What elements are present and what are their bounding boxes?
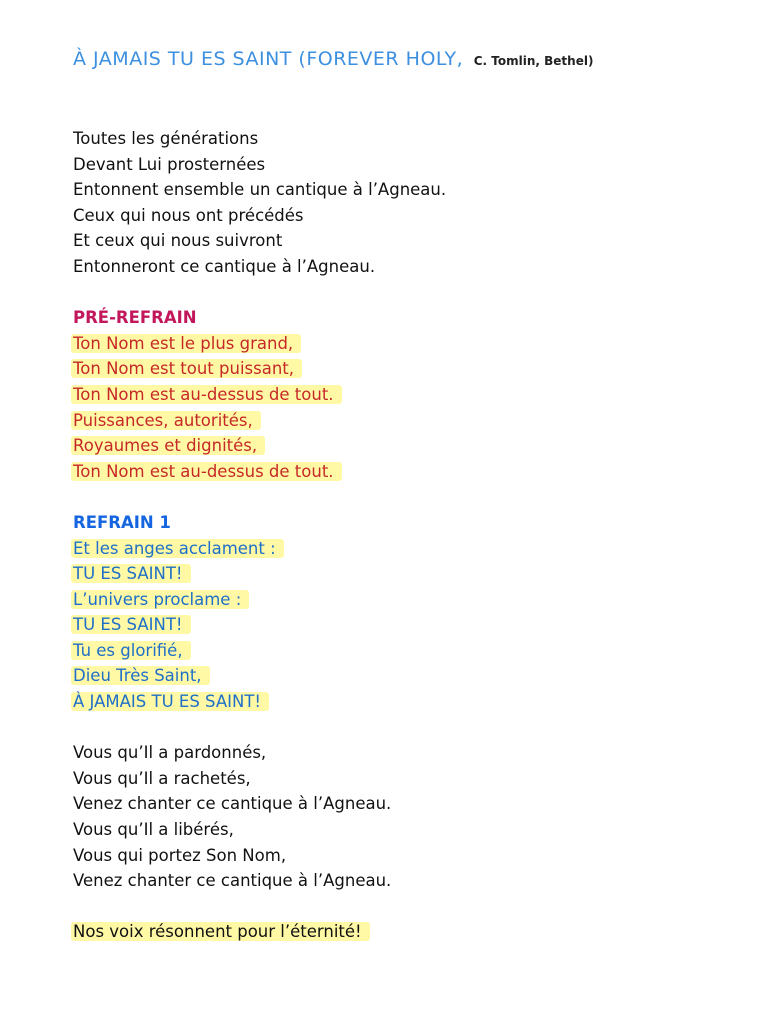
stanza-gap	[73, 894, 733, 920]
chorus1-line: TU ES SAINT!	[73, 612, 733, 638]
chorus1-label: REFRAIN 1	[73, 512, 171, 532]
prechorus-label: PRÉ-REFRAIN	[73, 308, 197, 328]
verse1-line: Devant Lui prosternées	[73, 154, 266, 174]
chorus1-line: L’univers proclame :	[73, 587, 733, 613]
lyrics-body	[73, 126, 733, 945]
prechorus-line: Ton Nom est le plus grand,	[73, 331, 733, 357]
stanza-gap	[73, 484, 733, 510]
stanza-gap	[73, 715, 733, 741]
stanza-gap	[73, 280, 733, 306]
song-credit: C. Tomlin, Bethel)	[473, 54, 594, 68]
song-title-line	[73, 48, 593, 70]
chorus1-line: Tu es glorifié,	[73, 638, 733, 664]
title-separator: ,	[456, 48, 463, 70]
verse1-line: Entonnent ensemble un cantique à l’Agneau.	[73, 180, 447, 200]
verse1-line: Toutes les générations	[73, 129, 259, 148]
closing-line: Nos voix résonnent pour l’éternité!	[73, 919, 733, 945]
prechorus-line: Puissances, autorités,	[73, 408, 733, 434]
verse1-line: Ceux qui nous ont précédés	[73, 205, 304, 225]
verse2-line: Venez chanter ce cantique à l’Agneau.	[73, 794, 392, 814]
verse2-line: Vous qui portez Son Nom,	[73, 845, 287, 865]
prechorus-line: Ton Nom est tout puissant,	[73, 356, 733, 382]
verse2-line: Venez chanter ce cantique à l’Agneau.	[73, 871, 392, 891]
verse1-line: Et ceux qui nous suivront	[73, 231, 283, 251]
verse2-line: Vous qu’Il a libérés,	[73, 820, 234, 840]
verse1-line: Entonneront ce cantique à l’Agneau.	[73, 256, 376, 276]
verse2-line: Vous qu’Il a rachetés,	[73, 768, 251, 788]
prechorus-line: Ton Nom est au-dessus de tout.	[73, 382, 733, 408]
chorus1-line: TU ES SAINT!	[73, 561, 733, 587]
prechorus-line: Ton Nom est au-dessus de tout.	[73, 459, 733, 485]
chorus1-line: Et les anges acclament :	[73, 536, 733, 562]
chorus1-line: Dieu Très Saint,	[73, 663, 733, 689]
song-title: À JAMAIS TU ES SAINT (FOREVER HOLY	[73, 48, 457, 70]
chorus1-line: À JAMAIS TU ES SAINT!	[73, 689, 733, 715]
verse2-line: Vous qu’Il a pardonnés,	[73, 743, 267, 763]
prechorus-line: Royaumes et dignités,	[73, 433, 733, 459]
